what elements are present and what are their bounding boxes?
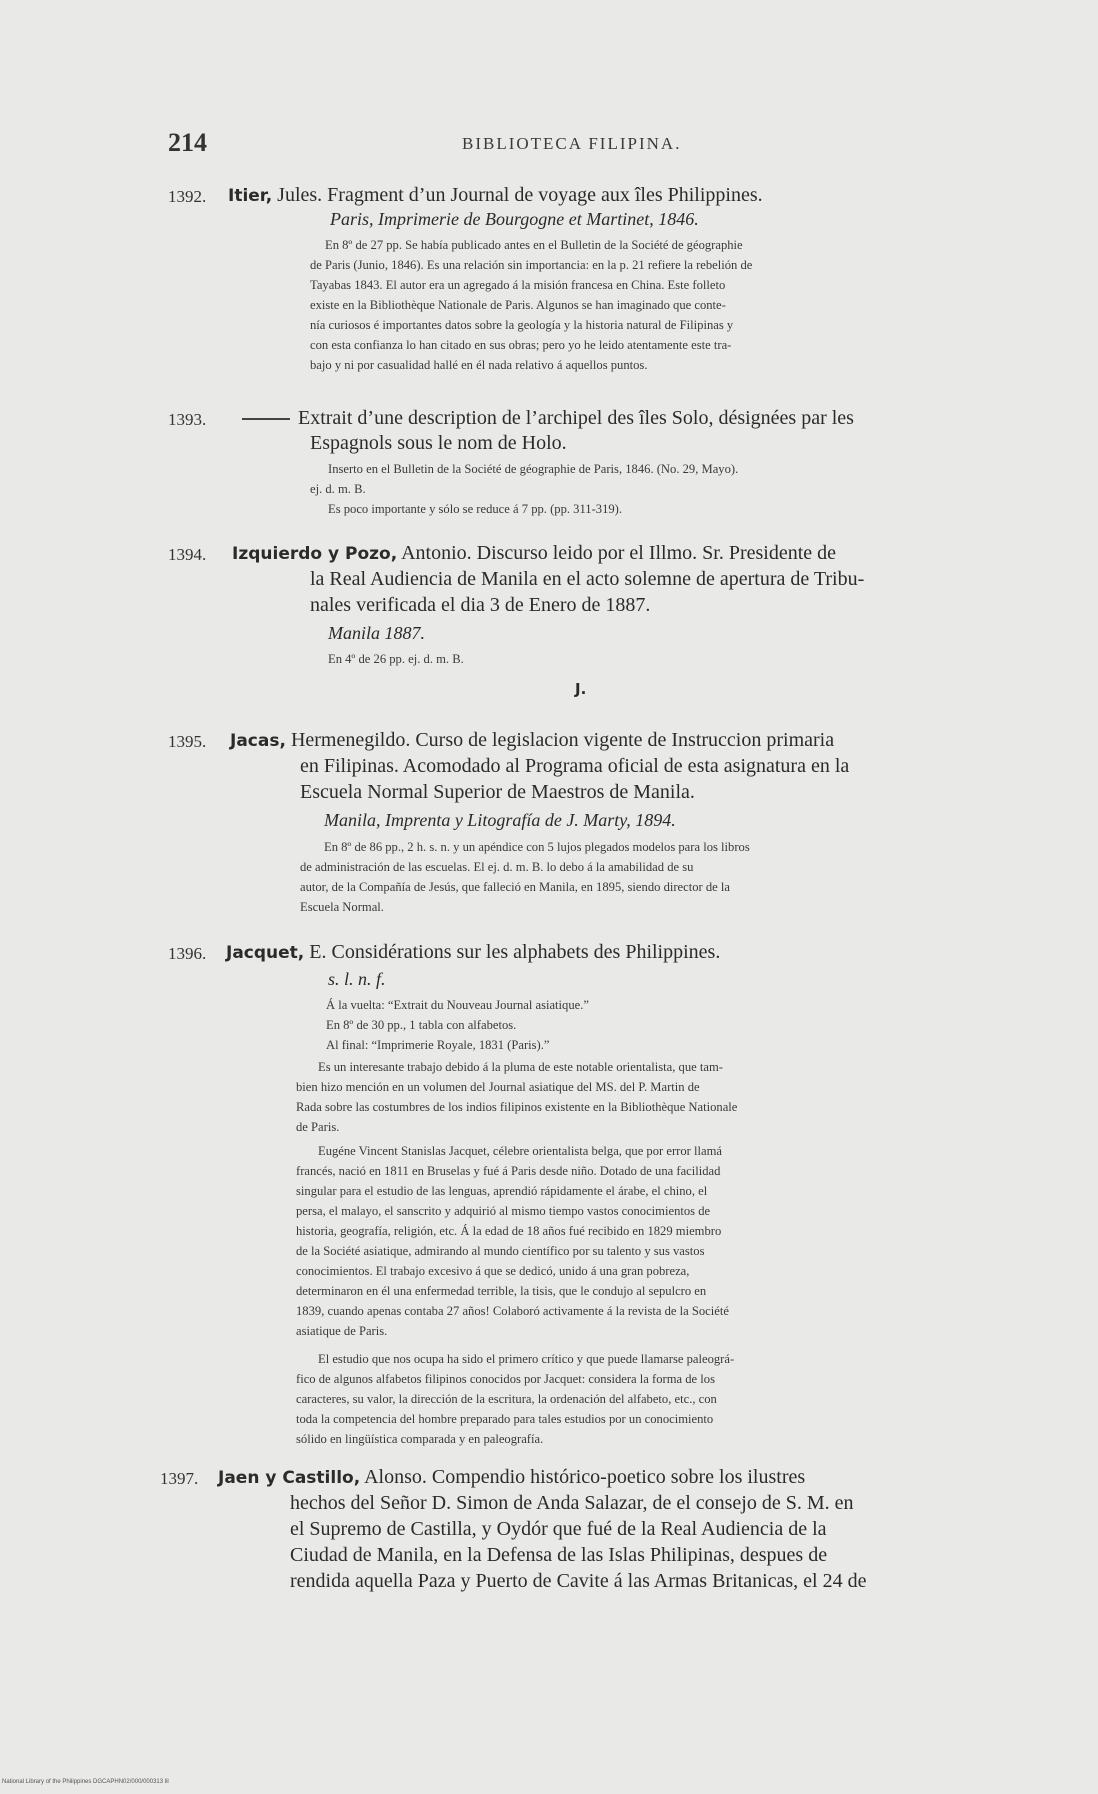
entry-author: Jacas,: [230, 731, 286, 751]
note-line: sólido en lingüística comparada y en paleografía.: [296, 1432, 544, 1446]
entry-author: Itier,: [228, 186, 273, 206]
note-line: bien hizo mención en un volumen del Journal asiatique del MS. del P. Martin de: [296, 1080, 700, 1094]
note-line: fico de algunos alfabetos filipinos conocidos por Jacquet: considera la forma de los: [296, 1372, 715, 1386]
note-line: Tayabas 1843. El autor era un agregado á la misión francesa en China. Este folleto: [310, 278, 726, 292]
note-line: En 4º de 26 pp. ej. d. m. B.: [328, 652, 464, 666]
entry-title-line: rendida aquella Paza y Puerto de Cavite á las Armas Britanicas, el 24 de: [290, 1570, 867, 1592]
note-line: con esta confianza lo han citado en sus obras; pero yo he leido atentamente este tra-: [310, 338, 732, 352]
entry-number: 1394.: [168, 545, 207, 564]
entry-title-line: [226, 941, 720, 964]
entry-imprint: Paris, Imprimerie de Bourgogne et Martinet, 1846.: [330, 209, 699, 229]
note-line: 1839, cuando apenas contaba 27 años! Colaboró activamente á la revista de la Société: [296, 1304, 729, 1318]
note-line: El estudio que nos ocupa ha sido el primero crítico y que puede llamarse paleográ-: [318, 1352, 735, 1366]
entry-title: Extrait d’une description de l’archipel des îles Solo, désignées par les: [298, 407, 854, 429]
entry-title-line: el Supremo de Castilla, y Oydór que fué de la Real Audiencia de la: [290, 1518, 827, 1540]
entry-title: Jules. Fragment d’un Journal de voyage aux îles Philippines.: [272, 184, 763, 206]
entry-title-line: [228, 184, 763, 207]
note-line: francés, nació en 1811 en Bruselas y fué á Paris desde niño. Dotado de una facilidad: [296, 1164, 721, 1178]
note-line: Escuela Normal.: [300, 900, 384, 914]
entry-author: Jaen y Castillo,: [218, 1468, 361, 1488]
note-line: de la Société asiatique, admirando al mundo científico por su talento y sus vastos: [296, 1244, 705, 1258]
entry-title-line: Ciudad de Manila, en la Defensa de las Islas Philipinas, despues de: [290, 1544, 828, 1566]
entry-author: Jacquet,: [226, 943, 305, 963]
entry-number: 1392.: [168, 187, 207, 206]
note-line: ej. d. m. B.: [310, 482, 366, 496]
entry-title-line: en Filipinas. Acomodado al Programa oficial de esta asignatura en la: [300, 755, 850, 777]
note-line: En 8º de 27 pp. Se había publicado antes en el Bulletin de la Société de géographie: [325, 238, 743, 252]
entry-title-line: la Real Audiencia de Manila en el acto solemne de apertura de Tribu-: [310, 568, 865, 590]
note-line: En 8º de 86 pp., 2 h. s. n. y un apéndice con 5 lujos plegados modelos para los libros: [324, 840, 750, 854]
note-line: Es poco importante y sólo se reduce á 7 pp. (pp. 311-319).: [328, 502, 623, 516]
entry-title-line: [236, 407, 854, 429]
note-line: autor, de la Compañía de Jesús, que falleció en Manila, en 1895, siendo director de la: [300, 880, 730, 894]
entry-title: Antonio. Discurso leido por el Illmo. Sr. Presidente de: [397, 542, 837, 564]
entry-title-line: nales verificada el dia 3 de Enero de 1887.: [310, 594, 651, 616]
section-letter: J.: [575, 680, 587, 698]
entry-title-line: hechos del Señor D. Simon de Anda Salazar, de el consejo de S. M. en: [290, 1492, 854, 1514]
note-line: de Paris (Junio, 1846). Es una relación sin importancia: en la p. 21 refiere la rebelión de: [310, 258, 753, 272]
note-line: Á la vuelta: “Extrait du Nouveau Journal asiatique.”: [326, 998, 589, 1012]
note-line: Eugéne Vincent Stanislas Jacquet, célebre orientalista belga, que por error llamá: [318, 1144, 722, 1158]
entry-title-line: Espagnols sous le nom de Holo.: [310, 432, 567, 454]
entry-title-line: [218, 1466, 805, 1489]
note-line: determinaron en él una enfermedad terrible, la tisis, que le condujo al sepulcro en: [296, 1284, 707, 1298]
entry-imprint: Manila 1887.: [328, 623, 425, 643]
note-line: de administración de las escuelas. El ej. d. m. B. lo debo á la amabilidad de su: [300, 860, 694, 874]
page-number: 214: [168, 128, 207, 157]
entry-number: 1395.: [168, 732, 207, 751]
ditto-dash: [242, 418, 290, 420]
note-line: En 8º de 30 pp., 1 tabla con alfabetos.: [326, 1018, 517, 1032]
note-line: singular para el estudio de las lenguas, aprendió rápidamente el árabe, el chino, el: [296, 1184, 708, 1198]
note-line: nía curiosos é importantes datos sobre la geología y la historia natural de Filipinas y: [310, 318, 734, 332]
running-title: BIBLIOTECA FILIPINA.: [462, 134, 682, 153]
note-line: historia, geografía, religión, etc. Á la edad de 18 años fué recibido en 1829 miembro: [296, 1224, 722, 1238]
entry-imprint: Manila, Imprenta y Litografía de J. Marty, 1894.: [324, 810, 676, 830]
note-line: bajo y ni por casualidad hallé en él nada relativo á aquellos puntos.: [310, 358, 648, 372]
entry-title: Alonso. Compendio histórico-poetico sobre los ilustres: [360, 1466, 806, 1488]
note-line: Rada sobre las costumbres de los indios filipinos existente en la Bibliothèque Nationale: [296, 1100, 738, 1114]
entry-title-line: Escuela Normal Superior de Maestros de Manila.: [300, 781, 695, 803]
note-line: caracteres, su valor, la dirección de la escritura, la ordenación del alfabeto, etc., con: [296, 1392, 717, 1406]
note-line: Es un interesante trabajo debido á la pluma de este notable orientalista, que tam-: [318, 1060, 723, 1074]
note-line: asiatique de Paris.: [296, 1324, 388, 1338]
footer-imprint: National Library of the Philippines DGCAPHN02/000/000313 lil: [2, 1779, 169, 1785]
entry-title: E. Considérations sur les alphabets des Philippines.: [304, 941, 721, 963]
note-line: existe en la Bibliothèque Nationale de Paris. Algunos se han imaginado que conte-: [310, 298, 726, 312]
note-line: de Paris.: [296, 1120, 340, 1134]
note-line: toda la competencia del hombre preparado para tales estudios por un conocimiento: [296, 1412, 714, 1426]
note-line: Inserto en el Bulletin de la Société de géographie de Paris, 1846. (No. 29, Mayo).: [328, 462, 739, 476]
entry-imprint: s. l. n. f.: [328, 969, 386, 989]
note-line: conocimientos. El trabajo excesivo á que se dedicó, unido á una gran pobreza,: [296, 1264, 690, 1278]
entry-number: 1396.: [168, 944, 207, 963]
note-line: Al final: “Imprimerie Royale, 1831 (Paris).”: [326, 1038, 550, 1052]
entry-number: 1393.: [168, 410, 207, 429]
entry-title-line: [232, 542, 836, 565]
entry-author: Izquierdo y Pozo,: [232, 544, 398, 564]
entry-number: 1397.: [160, 1469, 199, 1488]
note-line: persa, el malayo, el sanscrito y adquirió al mismo tiempo vastos conocimientos de: [296, 1204, 711, 1218]
entry-title-line: [230, 729, 834, 752]
entry-title: Hermenegildo. Curso de legislacion vigente de Instruccion primaria: [285, 729, 835, 751]
